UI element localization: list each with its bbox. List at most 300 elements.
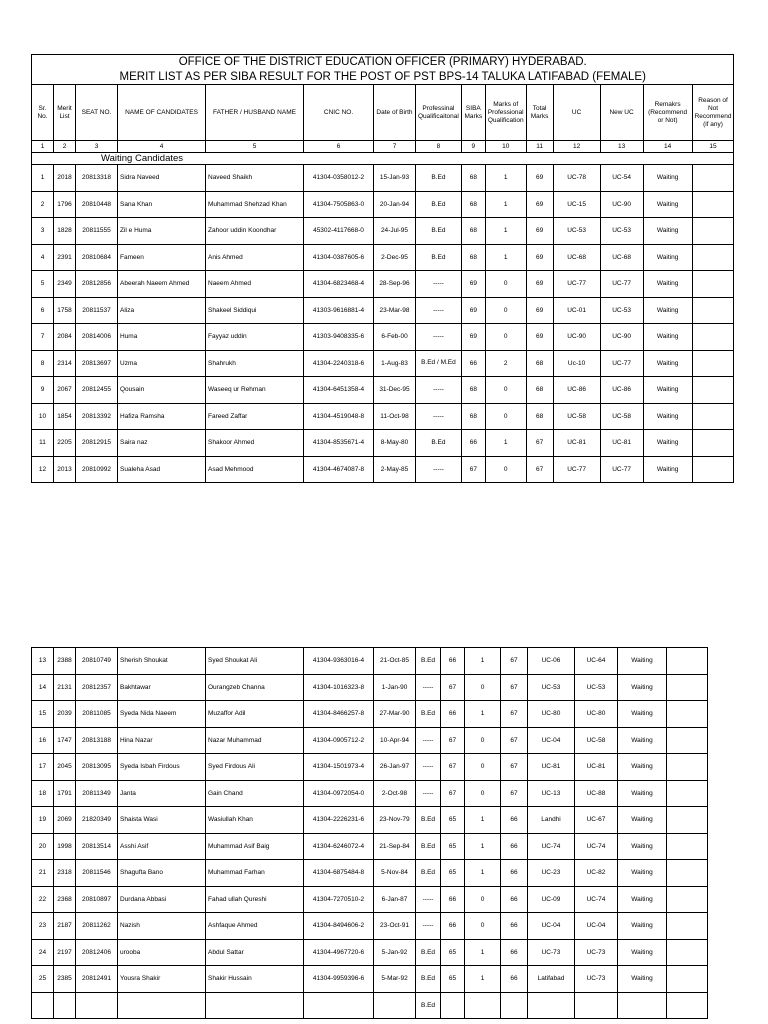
- cell-siba-marks: 69: [461, 297, 485, 324]
- cell-sr-no: 2: [32, 191, 54, 218]
- cell-candidate-name: Sidra Naveed: [118, 165, 206, 192]
- cell-remarks: Waiting: [643, 244, 692, 271]
- cell-new-uc: UC-53: [600, 218, 643, 245]
- cell-merit-list: 2084: [54, 324, 76, 351]
- cell-remarks: Waiting: [618, 648, 667, 675]
- cell-father-husband-name: Gain Chand: [206, 780, 304, 807]
- cell-cnic-no: 41304-0387605-6: [304, 244, 374, 271]
- cell-father-husband-name: Shakir Hussain: [206, 966, 304, 993]
- cell-candidate-name: Janta: [118, 780, 206, 807]
- cell-prof-marks: 1: [485, 244, 526, 271]
- cell-siba-marks: 66: [441, 913, 465, 940]
- cell-date-of-birth: 10-Apr-94: [374, 727, 416, 754]
- cell-uc: UC-23: [528, 860, 575, 887]
- cell-prof-marks: 0: [465, 913, 501, 940]
- cell-reason: [692, 377, 734, 404]
- cell-new-uc: UC-77: [600, 456, 643, 483]
- cell-date-of-birth: 8-May-80: [374, 430, 416, 457]
- header-prof-marks: Marks of Professional Qualification: [485, 85, 526, 141]
- cell-uc: UC-81: [528, 754, 575, 781]
- cell-sr-no: 5: [32, 271, 54, 298]
- cell-prof-marks: 0: [485, 271, 526, 298]
- cell-father-husband-name: Ourangzeb Channa: [206, 674, 304, 701]
- cell-seat-no: 20811262: [76, 913, 118, 940]
- column-number-candidate-name: 4: [118, 141, 206, 153]
- cell-uc: UC-53: [553, 218, 600, 245]
- cell-total-marks: 68: [526, 403, 553, 430]
- cell-father-husband-name: Asad Mehmood: [206, 456, 304, 483]
- cell-siba-marks: 68: [461, 244, 485, 271]
- cell-siba-marks: 69: [461, 324, 485, 351]
- cell-prof-marks: 1: [465, 807, 501, 834]
- cell-total-marks: 66: [501, 913, 528, 940]
- cell-prof-qualification: B.Ed: [416, 860, 441, 887]
- column-number-uc: 12: [553, 141, 600, 153]
- cell-date-of-birth: 21-Oct-85: [374, 648, 416, 675]
- column-number-seat-no: 3: [76, 141, 118, 153]
- cell-seat-no: 20812915: [76, 430, 118, 457]
- cell-prof-marks: 1: [465, 860, 501, 887]
- header-uc: UC: [553, 85, 600, 141]
- cell-father-husband-name: Abdul Sattar: [206, 939, 304, 966]
- cell-prof-qualification: -----: [416, 727, 441, 754]
- cell-siba-marks: 67: [441, 674, 465, 701]
- cell-prof-qualification: -----: [416, 324, 462, 351]
- cell-father-husband-name: Naeem Ahmed: [206, 271, 304, 298]
- cell-new-uc: UC-74: [575, 833, 618, 860]
- cell-reason: [667, 886, 708, 913]
- cell-father-husband-name: Syed Firdous Ali: [206, 754, 304, 781]
- cell-date-of-birth: 23-Oct-91: [374, 913, 416, 940]
- cell-merit-list: 2131: [54, 674, 76, 701]
- cell-prof-qualification: -----: [416, 377, 462, 404]
- cell-seat-no: 20812455: [76, 377, 118, 404]
- cell-remarks: Waiting: [643, 218, 692, 245]
- cell-reason: [667, 648, 708, 675]
- cell-new-uc: UC-67: [575, 807, 618, 834]
- cell-cnic-no: 41304-8494606-2: [304, 913, 374, 940]
- cell-merit-list: 2197: [54, 939, 76, 966]
- cell-new-uc: UC-04: [575, 913, 618, 940]
- cell-reason: [667, 966, 708, 993]
- cell-date-of-birth: 11-Oct-98: [374, 403, 416, 430]
- cell-cnic-no: 41304-0358012-2: [304, 165, 374, 192]
- cell-father-husband-name: Ashfaque Ahmed: [206, 913, 304, 940]
- column-number-sr-no: 1: [32, 141, 54, 153]
- cell-merit-list: 2349: [54, 271, 76, 298]
- cell-sr-no: 7: [32, 324, 54, 351]
- cell-prof-qualification: -----: [416, 913, 441, 940]
- cell-candidate-name: Sana Khan: [118, 191, 206, 218]
- header-row: [32, 85, 734, 141]
- cell-remarks: Waiting: [618, 701, 667, 728]
- cell-prof-qualification: B.Ed: [416, 218, 462, 245]
- cell-merit-list: 2314: [54, 350, 76, 377]
- cell-uc: UC-58: [553, 403, 600, 430]
- cell-siba-marks: 68: [461, 218, 485, 245]
- cell-total-marks: 66: [501, 966, 528, 993]
- cell-total-marks: 69: [526, 271, 553, 298]
- cell-father-husband-name: Muzaffor Adil: [206, 701, 304, 728]
- section-label-waiting: Waiting Candidates: [32, 153, 734, 165]
- cell-total-marks: 66: [501, 939, 528, 966]
- cell-sr-no: 25: [32, 966, 54, 993]
- cell-date-of-birth: 5-Nov-84: [374, 860, 416, 887]
- cell-remarks: Waiting: [643, 271, 692, 298]
- table-row: [32, 377, 734, 404]
- cell-merit-list: 1998: [54, 833, 76, 860]
- cell-father-husband-name: Muhammad Shehzad Khan: [206, 191, 304, 218]
- cell-cnic-no: 41304-6451358-4: [304, 377, 374, 404]
- cell-prof-qualification: B.Ed: [416, 939, 441, 966]
- cell-father-husband-name: Naveed Shaikh: [206, 165, 304, 192]
- table-row: [32, 701, 708, 728]
- cell-uc: UC-77: [553, 271, 600, 298]
- cell-prof-qualification: -----: [416, 271, 462, 298]
- cell-candidate-name: [118, 992, 206, 1019]
- cell-total-marks: 68: [526, 377, 553, 404]
- cell-sr-no: 9: [32, 377, 54, 404]
- cell-candidate-name: Uzma: [118, 350, 206, 377]
- cell-merit-list: 2368: [54, 886, 76, 913]
- cell-sr-no: 1: [32, 165, 54, 192]
- cell-reason: [692, 191, 734, 218]
- cell-cnic-no: 41304-9959396-6: [304, 966, 374, 993]
- cell-uc: UC-15: [553, 191, 600, 218]
- cell-siba-marks: 65: [441, 966, 465, 993]
- cell-uc: UC-86: [553, 377, 600, 404]
- cell-candidate-name: Asshi Asif: [118, 833, 206, 860]
- cell-new-uc: UC-86: [600, 377, 643, 404]
- cell-date-of-birth: 26-Jan-97: [374, 754, 416, 781]
- cell-new-uc: UC-53: [600, 297, 643, 324]
- cell-merit-list: 2018: [54, 165, 76, 192]
- cell-date-of-birth: 23-Mar-98: [374, 297, 416, 324]
- cell-siba-marks: 68: [461, 403, 485, 430]
- cell-seat-no: 21820349: [76, 807, 118, 834]
- table-row: [32, 860, 708, 887]
- cell-seat-no: 20810684: [76, 244, 118, 271]
- cell-date-of-birth: [374, 992, 416, 1019]
- cell-total-marks: 69: [526, 297, 553, 324]
- cell-sr-no: 6: [32, 297, 54, 324]
- cell-new-uc: [575, 992, 618, 1019]
- cell-father-husband-name: Muhammad Farhan: [206, 860, 304, 887]
- cell-siba-marks: 68: [461, 191, 485, 218]
- header-merit-list: Merit List: [54, 85, 76, 141]
- cell-total-marks: 67: [501, 701, 528, 728]
- cell-remarks: Waiting: [618, 833, 667, 860]
- cell-merit-list: 2388: [54, 648, 76, 675]
- table-row: [32, 939, 708, 966]
- cell-siba-marks: [441, 992, 465, 1019]
- cell-prof-marks: 0: [465, 754, 501, 781]
- cell-date-of-birth: 6-Jan-87: [374, 886, 416, 913]
- cell-uc: UC-01: [553, 297, 600, 324]
- cell-date-of-birth: 2-Oct-98: [374, 780, 416, 807]
- cell-reason: [692, 350, 734, 377]
- cell-prof-qualification: -----: [416, 403, 462, 430]
- cell-remarks: Waiting: [643, 377, 692, 404]
- table-row: [32, 754, 708, 781]
- cell-seat-no: 20814006: [76, 324, 118, 351]
- cell-total-marks: 67: [526, 456, 553, 483]
- cell-candidate-name: Saira naz: [118, 430, 206, 457]
- cell-father-husband-name: Fayyaz uddin: [206, 324, 304, 351]
- cell-father-husband-name: Shakeel Siddiqui: [206, 297, 304, 324]
- cell-date-of-birth: 28-Sep-96: [374, 271, 416, 298]
- cell-cnic-no: 41304-9363016-4: [304, 648, 374, 675]
- cell-uc: [528, 992, 575, 1019]
- cell-cnic-no: 41304-8535671-4: [304, 430, 374, 457]
- cell-siba-marks: 67: [461, 456, 485, 483]
- cell-seat-no: 20813188: [76, 727, 118, 754]
- cell-cnic-no: 41304-7270510-2: [304, 886, 374, 913]
- cell-siba-marks: 68: [461, 377, 485, 404]
- cell-sr-no: 17: [32, 754, 54, 781]
- cell-prof-marks: 2: [485, 350, 526, 377]
- cell-remarks: Waiting: [643, 324, 692, 351]
- cell-prof-qualification: -----: [416, 297, 462, 324]
- cell-reason: [692, 218, 734, 245]
- cell-prof-qualification: B.Ed: [416, 191, 462, 218]
- cell-candidate-name: Shagufta Bano: [118, 860, 206, 887]
- cell-merit-list: 2205: [54, 430, 76, 457]
- column-number-remarks: 14: [643, 141, 692, 153]
- cell-total-marks: 67: [526, 430, 553, 457]
- cell-prof-qualification: B.Ed / M.Ed: [416, 350, 462, 377]
- cell-cnic-no: 41304-6875484-8: [304, 860, 374, 887]
- cell-seat-no: 20811546: [76, 860, 118, 887]
- cell-seat-no: 20810749: [76, 648, 118, 675]
- cell-cnic-no: 41303-9616881-4: [304, 297, 374, 324]
- cell-merit-list: 1796: [54, 191, 76, 218]
- cell-merit-list: 1854: [54, 403, 76, 430]
- cell-sr-no: 3: [32, 218, 54, 245]
- cell-merit-list: 2187: [54, 913, 76, 940]
- header-prof-qualification: Professinal Qualificaitonal: [416, 85, 462, 141]
- cell-sr-no: 13: [32, 648, 54, 675]
- cell-seat-no: 20812406: [76, 939, 118, 966]
- cell-candidate-name: Durdana Abbasi: [118, 886, 206, 913]
- cell-date-of-birth: 2-Dec-95: [374, 244, 416, 271]
- cell-sr-no: 15: [32, 701, 54, 728]
- cell-seat-no: 20810897: [76, 886, 118, 913]
- cell-prof-qualification: -----: [416, 674, 441, 701]
- cell-total-marks: 68: [526, 350, 553, 377]
- cell-sr-no: 8: [32, 350, 54, 377]
- cell-uc: Latifabad: [528, 966, 575, 993]
- cell-prof-marks: [465, 992, 501, 1019]
- cell-reason: [667, 833, 708, 860]
- cell-candidate-name: Zil e Huma: [118, 218, 206, 245]
- cell-father-husband-name: [206, 992, 304, 1019]
- cell-sr-no: 22: [32, 886, 54, 913]
- merit-list-table-page2: [31, 647, 708, 1019]
- cell-prof-qualification: -----: [416, 886, 441, 913]
- cell-total-marks: [501, 992, 528, 1019]
- header-reason: Reason of Not Recommend (if any): [692, 85, 734, 141]
- cell-uc: UC-81: [553, 430, 600, 457]
- cell-father-husband-name: Zahoor uddin Koondhar: [206, 218, 304, 245]
- cell-total-marks: 67: [501, 754, 528, 781]
- cell-new-uc: UC-90: [600, 191, 643, 218]
- header-siba-marks: SIBA Marks: [461, 85, 485, 141]
- cell-merit-list: 2045: [54, 754, 76, 781]
- cell-candidate-name: Hina Nazar: [118, 727, 206, 754]
- cell-father-husband-name: Anis Ahmed: [206, 244, 304, 271]
- cell-reason: [692, 244, 734, 271]
- cell-new-uc: UC-58: [575, 727, 618, 754]
- cell-candidate-name: Aliza: [118, 297, 206, 324]
- cell-remarks: Waiting: [618, 780, 667, 807]
- cell-total-marks: 67: [501, 780, 528, 807]
- table-row: [32, 324, 734, 351]
- cell-new-uc: UC-81: [575, 754, 618, 781]
- cell-father-husband-name: Nazar Muhammad: [206, 727, 304, 754]
- cell-reason: [692, 430, 734, 457]
- cell-new-uc: UC-88: [575, 780, 618, 807]
- cell-remarks: Waiting: [618, 674, 667, 701]
- cell-prof-marks: 0: [465, 727, 501, 754]
- cell-merit-list: 2385: [54, 966, 76, 993]
- table-row: [32, 886, 708, 913]
- table-row: [32, 992, 708, 1019]
- cell-uc: UC-04: [528, 913, 575, 940]
- cell-seat-no: 20811349: [76, 780, 118, 807]
- cell-sr-no: 20: [32, 833, 54, 860]
- cell-seat-no: 20810448: [76, 191, 118, 218]
- cell-cnic-no: 41304-6246072-4: [304, 833, 374, 860]
- column-number-new-uc: 13: [600, 141, 643, 153]
- cell-seat-no: 20813095: [76, 754, 118, 781]
- cell-cnic-no: 41303-9408335-6: [304, 324, 374, 351]
- header-seat-no: SEAT NO.: [76, 85, 118, 141]
- cell-candidate-name: Huma: [118, 324, 206, 351]
- cell-new-uc: UC-80: [575, 701, 618, 728]
- cell-date-of-birth: 5-Jan-92: [374, 939, 416, 966]
- column-number-prof-marks: 10: [485, 141, 526, 153]
- cell-cnic-no: [304, 992, 374, 1019]
- cell-prof-qualification: B.Ed: [416, 992, 441, 1019]
- cell-siba-marks: 65: [441, 807, 465, 834]
- cell-reason: [667, 913, 708, 940]
- cell-date-of-birth: 21-Sep-84: [374, 833, 416, 860]
- cell-sr-no: [32, 992, 54, 1019]
- cell-prof-qualification: B.Ed: [416, 648, 441, 675]
- cell-date-of-birth: 31-Dec-95: [374, 377, 416, 404]
- table-row: [32, 297, 734, 324]
- cell-remarks: Waiting: [643, 456, 692, 483]
- column-number-total-marks: 11: [526, 141, 553, 153]
- cell-prof-marks: 1: [465, 939, 501, 966]
- cell-cnic-no: 41304-0972054-0: [304, 780, 374, 807]
- column-number-father-husband-name: 5: [206, 141, 304, 153]
- header-candidate-name: NAME OF CANDIDATES: [118, 85, 206, 141]
- cell-seat-no: 20811537: [76, 297, 118, 324]
- cell-siba-marks: 66: [441, 886, 465, 913]
- cell-siba-marks: 69: [461, 271, 485, 298]
- cell-uc: UC-68: [553, 244, 600, 271]
- column-number-reason: 15: [692, 141, 734, 153]
- cell-cnic-no: 41304-2240318-6: [304, 350, 374, 377]
- header-sr-no: Sr. No.: [32, 85, 54, 141]
- cell-remarks: Waiting: [643, 297, 692, 324]
- cell-sr-no: 21: [32, 860, 54, 887]
- cell-father-husband-name: Wasiullah Khan: [206, 807, 304, 834]
- table-row: [32, 244, 734, 271]
- cell-prof-marks: 1: [465, 833, 501, 860]
- cell-total-marks: 66: [501, 886, 528, 913]
- cell-siba-marks: 67: [441, 727, 465, 754]
- cell-uc: Landhi: [528, 807, 575, 834]
- document-title-line2: MERIT LIST AS PER SIBA RESULT FOR THE POST OF PST BPS-14 TALUKA LATIFABAD (FEMALE): [32, 69, 734, 85]
- cell-prof-marks: 1: [485, 191, 526, 218]
- cell-merit-list: 2067: [54, 377, 76, 404]
- header-date-of-birth: Date of Birth: [374, 85, 416, 141]
- merit-list-table-page1: [31, 54, 734, 483]
- cell-merit-list: 1828: [54, 218, 76, 245]
- cell-seat-no: 20813318: [76, 165, 118, 192]
- cell-cnic-no: 41304-7505863-0: [304, 191, 374, 218]
- cell-remarks: Waiting: [643, 403, 692, 430]
- cell-sr-no: 11: [32, 430, 54, 457]
- cell-reason: [667, 727, 708, 754]
- cell-merit-list: 2039: [54, 701, 76, 728]
- cell-uc: UC-09: [528, 886, 575, 913]
- cell-remarks: Waiting: [643, 191, 692, 218]
- cell-prof-marks: 1: [485, 165, 526, 192]
- cell-father-husband-name: Waseeq ur Rehman: [206, 377, 304, 404]
- cell-candidate-name: Syeda Isbah Firdous: [118, 754, 206, 781]
- cell-new-uc: UC-74: [575, 886, 618, 913]
- cell-cnic-no: 41304-0905712-2: [304, 727, 374, 754]
- table-row: [32, 430, 734, 457]
- table-row: [32, 350, 734, 377]
- cell-seat-no: 20813514: [76, 833, 118, 860]
- cell-uc: UC-13: [528, 780, 575, 807]
- cell-reason: [667, 780, 708, 807]
- cell-candidate-name: Nazish: [118, 913, 206, 940]
- cell-new-uc: UC-73: [575, 966, 618, 993]
- cell-reason: [692, 324, 734, 351]
- cell-prof-marks: 0: [485, 456, 526, 483]
- cell-reason: [667, 674, 708, 701]
- cell-cnic-no: 41304-1501973-4: [304, 754, 374, 781]
- cell-candidate-name: Syeda Nida Naeem: [118, 701, 206, 728]
- cell-prof-marks: 0: [485, 297, 526, 324]
- cell-siba-marks: 67: [441, 780, 465, 807]
- cell-prof-qualification: B.Ed: [416, 701, 441, 728]
- cell-candidate-name: Fameen: [118, 244, 206, 271]
- cell-prof-marks: 0: [465, 780, 501, 807]
- cell-reason: [667, 992, 708, 1019]
- cell-new-uc: UC-53: [575, 674, 618, 701]
- cell-candidate-name: Shaista Wasi: [118, 807, 206, 834]
- document-title-line1: OFFICE OF THE DISTRICT EDUCATION OFFICER (PRIMARY) HYDERABAD.: [32, 55, 734, 70]
- cell-sr-no: 18: [32, 780, 54, 807]
- cell-prof-qualification: -----: [416, 754, 441, 781]
- cell-father-husband-name: Fareed Zaffar: [206, 403, 304, 430]
- cell-remarks: Waiting: [618, 727, 667, 754]
- cell-prof-qualification: B.Ed: [416, 807, 441, 834]
- table-row: [32, 780, 708, 807]
- cell-merit-list: 2013: [54, 456, 76, 483]
- cell-prof-qualification: B.Ed: [416, 165, 462, 192]
- cell-merit-list: 2069: [54, 807, 76, 834]
- cell-reason: [667, 860, 708, 887]
- cell-uc: UC-90: [553, 324, 600, 351]
